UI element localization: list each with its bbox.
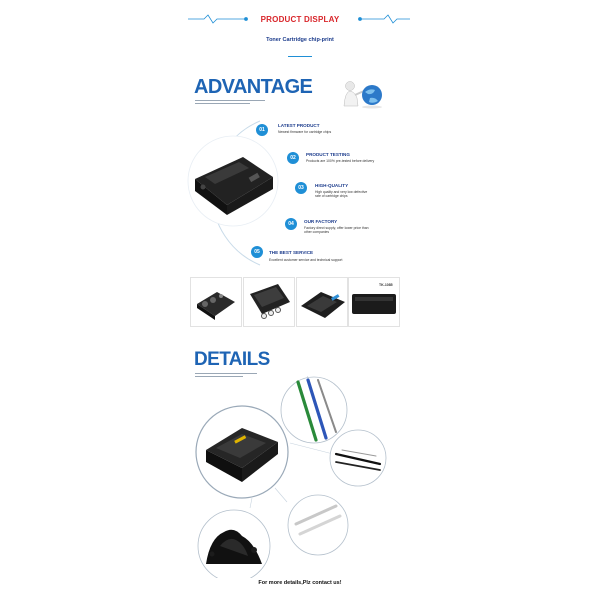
feature-description: High quality and very low defective xyxy=(315,190,368,194)
toner-thumbnail-1 xyxy=(191,278,241,326)
toner-cartridge-image xyxy=(187,135,279,227)
figure-globe-icon xyxy=(342,76,386,112)
product-thumbnail xyxy=(190,277,242,327)
blades-detail-circle xyxy=(330,430,386,486)
advantage-heading: ADVANTAGE xyxy=(194,76,313,98)
advantage-caption-line xyxy=(195,103,250,104)
feature-title: THE BEST SERVICE xyxy=(269,250,314,255)
rollers-detail-circle xyxy=(281,377,347,443)
silver-rollers-detail-circle xyxy=(288,495,348,555)
cartridge-detail-circle xyxy=(196,406,288,498)
feature-number-badge: 05 xyxy=(251,246,263,258)
page-subtitle: Toner Cartridge chip-print xyxy=(266,37,334,43)
feature-description: Newest firmware for cartridge chips xyxy=(278,130,332,134)
feature-number-badge: 03 xyxy=(295,182,307,194)
product-thumbnail xyxy=(243,277,295,327)
feature-title: HIGH-QUALITY xyxy=(315,183,349,188)
toner-thumbnail-3 xyxy=(297,278,347,326)
feature-description: Factory direct supply, offer lower price than xyxy=(304,226,369,230)
toner-thumbnail-2 xyxy=(244,278,294,326)
contact-footer: For more details,Plz contact us! xyxy=(258,580,342,586)
feature-description: Excellent customer service and technical support xyxy=(269,258,343,262)
details-heading: DETAILS xyxy=(194,349,270,370)
feature-title: LATEST PRODUCT xyxy=(278,123,320,128)
feature-description: other companies xyxy=(304,230,330,234)
product-thumbnail xyxy=(348,277,400,327)
subtitle-underline xyxy=(288,56,312,57)
product-thumbnail xyxy=(296,277,348,327)
feature-title: OUR FACTORY xyxy=(304,219,338,224)
feature-description: Products are 100% pre-tested before delivery xyxy=(306,159,375,163)
details-diagram xyxy=(190,368,400,578)
thumbnail-model-label: TK-1085 xyxy=(379,283,393,287)
feature-title: PRODUCT TESTING xyxy=(306,152,350,157)
advantage-caption-line xyxy=(195,100,265,101)
feature-number-badge: 04 xyxy=(285,218,297,230)
feature-number-badge: 02 xyxy=(287,152,299,164)
feature-number-badge: 01 xyxy=(256,124,268,136)
feature-description: rate of cartridge chips xyxy=(315,194,348,198)
toner-powder-detail-circle xyxy=(198,510,270,578)
header-decoration xyxy=(0,0,600,60)
page-title: PRODUCT DISPLAY xyxy=(260,15,340,24)
